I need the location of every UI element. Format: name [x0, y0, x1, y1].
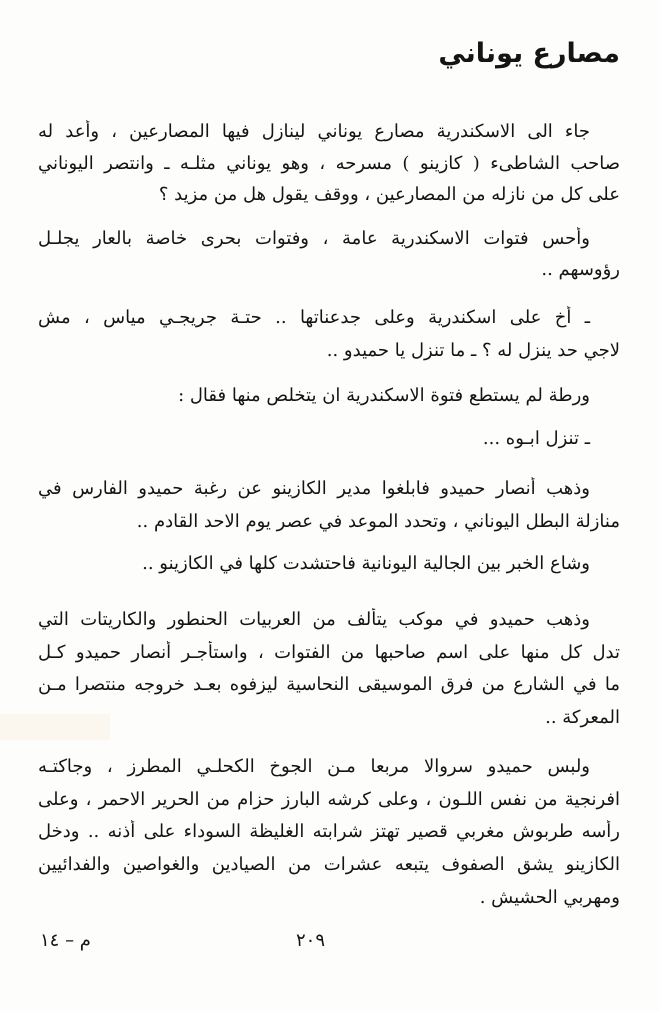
text-line: وذهب حميدو في موكب يتألف من العربيات الحنطور والكاريتات التي — [38, 609, 590, 630]
text-line: ـ أخ على اسكندرية وعلى جدعناتها .. حتـة جريجـي مياس ، مش — [38, 307, 590, 328]
text-line: ولبس حميدو سروالا مربعا مـن الجوخ الكحلـي المطرز ، وجاكتـه — [38, 756, 590, 777]
page-title: مصارع يوناني — [438, 38, 620, 69]
text-line: المعركة .. — [545, 707, 620, 728]
text-line: ما في الشارع من فرق الموسيقى النحاسية ليزفوه بعـد خروجه منتصرا مـن — [38, 674, 620, 695]
text-line: ـ تنزل ابـوه ... — [482, 428, 590, 449]
text-line: وشاع الخبر بين الجالية اليونانية فاحتشدت كلها في الكازينو .. — [142, 553, 590, 574]
text-line: الكازينو يشق الصفوف يتبعه عشرات من الصيادين والغواصين والفدائيين — [38, 854, 620, 875]
text-line: على كل من نازله من المصارعين ، ووقف يقول هل من مزيد ؟ — [158, 184, 620, 205]
text-line: منازلة البطل اليوناني ، وتحدد الموعد في عصر يوم الاحد القادم .. — [136, 511, 620, 532]
text-line: جاء الى الاسكندرية مصارع يوناني لينازل فيها المصارعين ، وأعد له — [38, 121, 590, 142]
text-line: افرنجية من نفس اللـون ، وعلى كرشه البارز حزام من الحرير الاحمر ، وعلى — [38, 789, 620, 810]
text-line: تدل كل منها على اسم صاحبها من الفتوات ، واستأجـر أنصار حميدو كـل — [38, 642, 620, 663]
text-line: صاحب الشاطىء ( كازينو ) مسرحه ، وهو يوناني مثلـه ـ وانتصر اليوناني — [38, 153, 620, 174]
signature-mark: م – ١٤ — [40, 930, 91, 951]
text-line: ومهربي الحشيش . — [479, 887, 620, 908]
text-line: وذهب أنصار حميدو فابلغوا مدير الكازينو عن رغبة حميدو الفارس في — [38, 478, 590, 499]
text-line: وأحس فتوات الاسكندرية عامة ، وفتوات بحرى خاصة بالعار يجلـل — [38, 228, 590, 249]
text-line: رأسه طربوش مغربي قصير تهتز شرابته الغليظة السوداء على أذنه .. ودخل — [38, 821, 620, 842]
text-line: رؤوسهم .. — [541, 259, 620, 280]
text-line: ورطة لم يستطع فتوة الاسكندرية ان يتخلص منها فقال : — [178, 385, 590, 406]
page-number: ٢٠٩ — [296, 930, 326, 951]
text-line: لاجي حد ينزل له ؟ ـ ما تنزل يا حميدو .. — [326, 340, 620, 361]
